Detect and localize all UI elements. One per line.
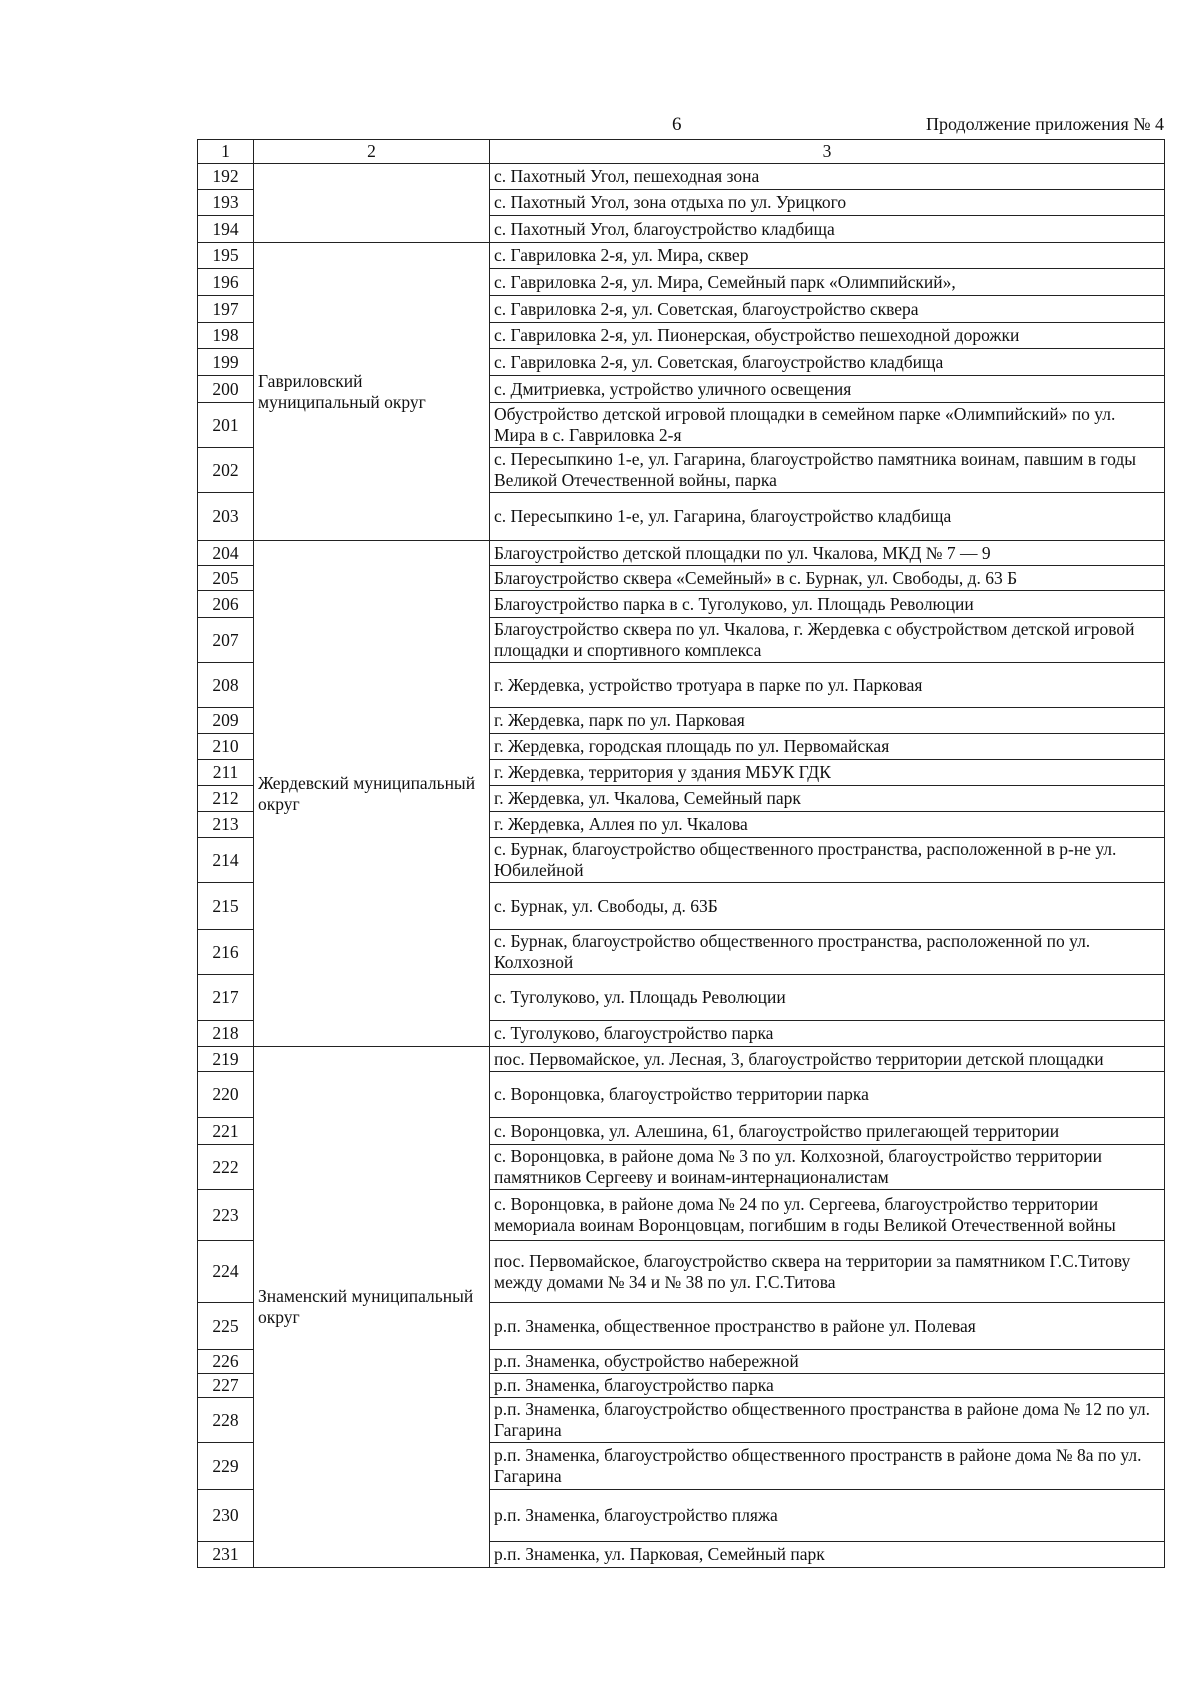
- row-number: 210: [198, 734, 254, 760]
- row-number: 226: [198, 1350, 254, 1374]
- object-description: Благоустройство парка в с. Туголуково, ул. Площадь Революции: [490, 591, 1165, 618]
- object-description: с. Гавриловка 2-я, ул. Пионерская, обустройство пешеходной дорожки: [490, 323, 1165, 349]
- municipality-cell: Знаменский муниципальный округ: [254, 1047, 490, 1568]
- object-description: г. Жердевка, Аллея по ул. Чкалова: [490, 812, 1165, 838]
- object-description: г. Жердевка, территория у здания МБУК ГДК: [490, 760, 1165, 786]
- object-description: с. Бурнак, благоустройство общественного пространства, расположенной по ул. Колхозной: [490, 930, 1165, 975]
- row-number: 197: [198, 296, 254, 323]
- object-description: с. Воронцовка, в районе дома № 24 по ул. Сергеева, благоустройство территории мемориала воинам Воронцовцам, погибшим в годы Великой Отечественной войны: [490, 1190, 1165, 1241]
- row-number: 227: [198, 1374, 254, 1398]
- object-description: с. Пересыпкино 1-е, ул. Гагарина, благоустройство кладбища: [490, 493, 1165, 541]
- header-row: [198, 140, 1165, 164]
- row-number: 194: [198, 216, 254, 243]
- object-description: Обустройство детской игровой площадки в семейном парке «Олимпийский» по ул. Мира в с. Гавриловка 2-я: [490, 403, 1165, 448]
- object-description: с. Воронцовка, ул. Алешина, 61, благоустройство прилегающей территории: [490, 1118, 1165, 1145]
- object-description: р.п. Знаменка, ул. Парковая, Семейный парк: [490, 1542, 1165, 1568]
- row-number: 195: [198, 243, 254, 269]
- object-description: с. Бурнак, ул. Свободы, д. 63Б: [490, 883, 1165, 930]
- table-body: [198, 140, 1165, 1568]
- row-number: 201: [198, 403, 254, 448]
- municipality-cell: Гавриловский муниципальный округ: [254, 243, 490, 541]
- object-description: р.п. Знаменка, общественное пространство в районе ул. Полевая: [490, 1303, 1165, 1350]
- object-description: с. Пахотный Угол, пешеходная зона: [490, 164, 1165, 190]
- object-description: с. Гавриловка 2-я, ул. Мира, Семейный парк «Олимпийский»,: [490, 269, 1165, 296]
- row-number: 196: [198, 269, 254, 296]
- column-header-2: 2: [254, 140, 490, 164]
- row-number: 193: [198, 190, 254, 216]
- row-number: 218: [198, 1021, 254, 1047]
- row-number: 208: [198, 663, 254, 708]
- appendix-note: Продолжение приложения № 4: [925, 114, 1164, 134]
- object-description: Благоустройство сквера «Семейный» в с. Бурнак, ул. Свободы, д. 63 Б: [490, 566, 1165, 591]
- object-description: с. Пересыпкино 1-е, ул. Гагарина, благоустройство памятника воинам, павшим в годы Великой Отечественной войны, парка: [490, 448, 1165, 493]
- object-description: р.п. Знаменка, обустройство набережной: [490, 1350, 1165, 1374]
- row-number: 202: [198, 448, 254, 493]
- object-description: пос. Первомайское, ул. Лесная, 3, благоустройство территории детской площадки: [490, 1047, 1165, 1072]
- page-number: 6: [672, 114, 682, 135]
- row-number: 211: [198, 760, 254, 786]
- row-number: 206: [198, 591, 254, 618]
- row-number: 198: [198, 323, 254, 349]
- table-row: [198, 541, 1165, 566]
- object-description: г. Жердевка, устройство тротуара в парке по ул. Парковая: [490, 663, 1165, 708]
- object-description: пос. Первомайское, благоустройство сквера на территории за памятником Г.С.Титову между домами № 34 и № 38 по ул. Г.С.Титова: [490, 1241, 1165, 1303]
- row-number: 228: [198, 1398, 254, 1443]
- row-number: 203: [198, 493, 254, 541]
- object-description: с. Гавриловка 2-я, ул. Советская, благоустройство кладбища: [490, 349, 1165, 376]
- object-description: с. Гавриловка 2-я, ул. Советская, благоустройство сквера: [490, 296, 1165, 323]
- row-number: 209: [198, 708, 254, 734]
- object-description: Благоустройство сквера по ул. Чкалова, г. Жердевка с обустройством детской игровой площадки и спортивного комплекса: [490, 618, 1165, 663]
- row-number: 199: [198, 349, 254, 376]
- municipality-cell: [254, 164, 490, 243]
- row-number: 231: [198, 1542, 254, 1568]
- row-number: 205: [198, 566, 254, 591]
- row-number: 192: [198, 164, 254, 190]
- table-row: [198, 243, 1165, 269]
- row-number: 204: [198, 541, 254, 566]
- row-number: 217: [198, 975, 254, 1021]
- row-number: 215: [198, 883, 254, 930]
- object-description: р.п. Знаменка, благоустройство пляжа: [490, 1490, 1165, 1542]
- table-row: [198, 1047, 1165, 1072]
- object-description: с. Гавриловка 2-я, ул. Мира, сквер: [490, 243, 1165, 269]
- object-description: с. Дмитриевка, устройство уличного освещения: [490, 376, 1165, 403]
- object-description: р.п. Знаменка, благоустройство общественного пространства в районе дома № 12 по ул. Гагарина: [490, 1398, 1165, 1443]
- row-number: 219: [198, 1047, 254, 1072]
- object-description: г. Жердевка, ул. Чкалова, Семейный парк: [490, 786, 1165, 812]
- object-description: с. Пахотный Угол, благоустройство кладбища: [490, 216, 1165, 243]
- row-number: 224: [198, 1241, 254, 1303]
- row-number: 225: [198, 1303, 254, 1350]
- column-header-1: 1: [198, 140, 254, 164]
- row-number: 213: [198, 812, 254, 838]
- row-number: 216: [198, 930, 254, 975]
- municipality-cell: Жердевский муниципальный округ: [254, 541, 490, 1047]
- row-number: 222: [198, 1145, 254, 1190]
- object-description: р.п. Знаменка, благоустройство общественного пространств в районе дома № 8а по ул. Гагарина: [490, 1443, 1165, 1490]
- object-description: с. Туголуково, ул. Площадь Революции: [490, 975, 1165, 1021]
- row-number: 223: [198, 1190, 254, 1241]
- row-number: 200: [198, 376, 254, 403]
- object-description: р.п. Знаменка, благоустройство парка: [490, 1374, 1165, 1398]
- row-number: 207: [198, 618, 254, 663]
- object-list-table: [197, 139, 1165, 1568]
- table-row: [198, 164, 1165, 190]
- object-description: с. Воронцовка, в районе дома № 3 по ул. Колхозной, благоустройство территории памятников Сергееву и воинам-интернационалистам: [490, 1145, 1165, 1190]
- object-description: с. Туголуково, благоустройство парка: [490, 1021, 1165, 1047]
- row-number: 214: [198, 838, 254, 883]
- object-description: г. Жердевка, парк по ул. Парковая: [490, 708, 1165, 734]
- row-number: 229: [198, 1443, 254, 1490]
- object-description: с. Пахотный Угол, зона отдыха по ул. Урицкого: [490, 190, 1165, 216]
- column-header-3: 3: [490, 140, 1165, 164]
- object-description: с. Воронцовка, благоустройство территории парка: [490, 1072, 1165, 1118]
- row-number: 230: [198, 1490, 254, 1542]
- row-number: 212: [198, 786, 254, 812]
- row-number: 221: [198, 1118, 254, 1145]
- object-description: Благоустройство детской площадки по ул. Чкалова, МКД № 7 — 9: [490, 541, 1165, 566]
- row-number: 220: [198, 1072, 254, 1118]
- object-description: г. Жердевка, городская площадь по ул. Первомайская: [490, 734, 1165, 760]
- object-description: с. Бурнак, благоустройство общественного пространства, расположенной в р-не ул. Юбилейной: [490, 838, 1165, 883]
